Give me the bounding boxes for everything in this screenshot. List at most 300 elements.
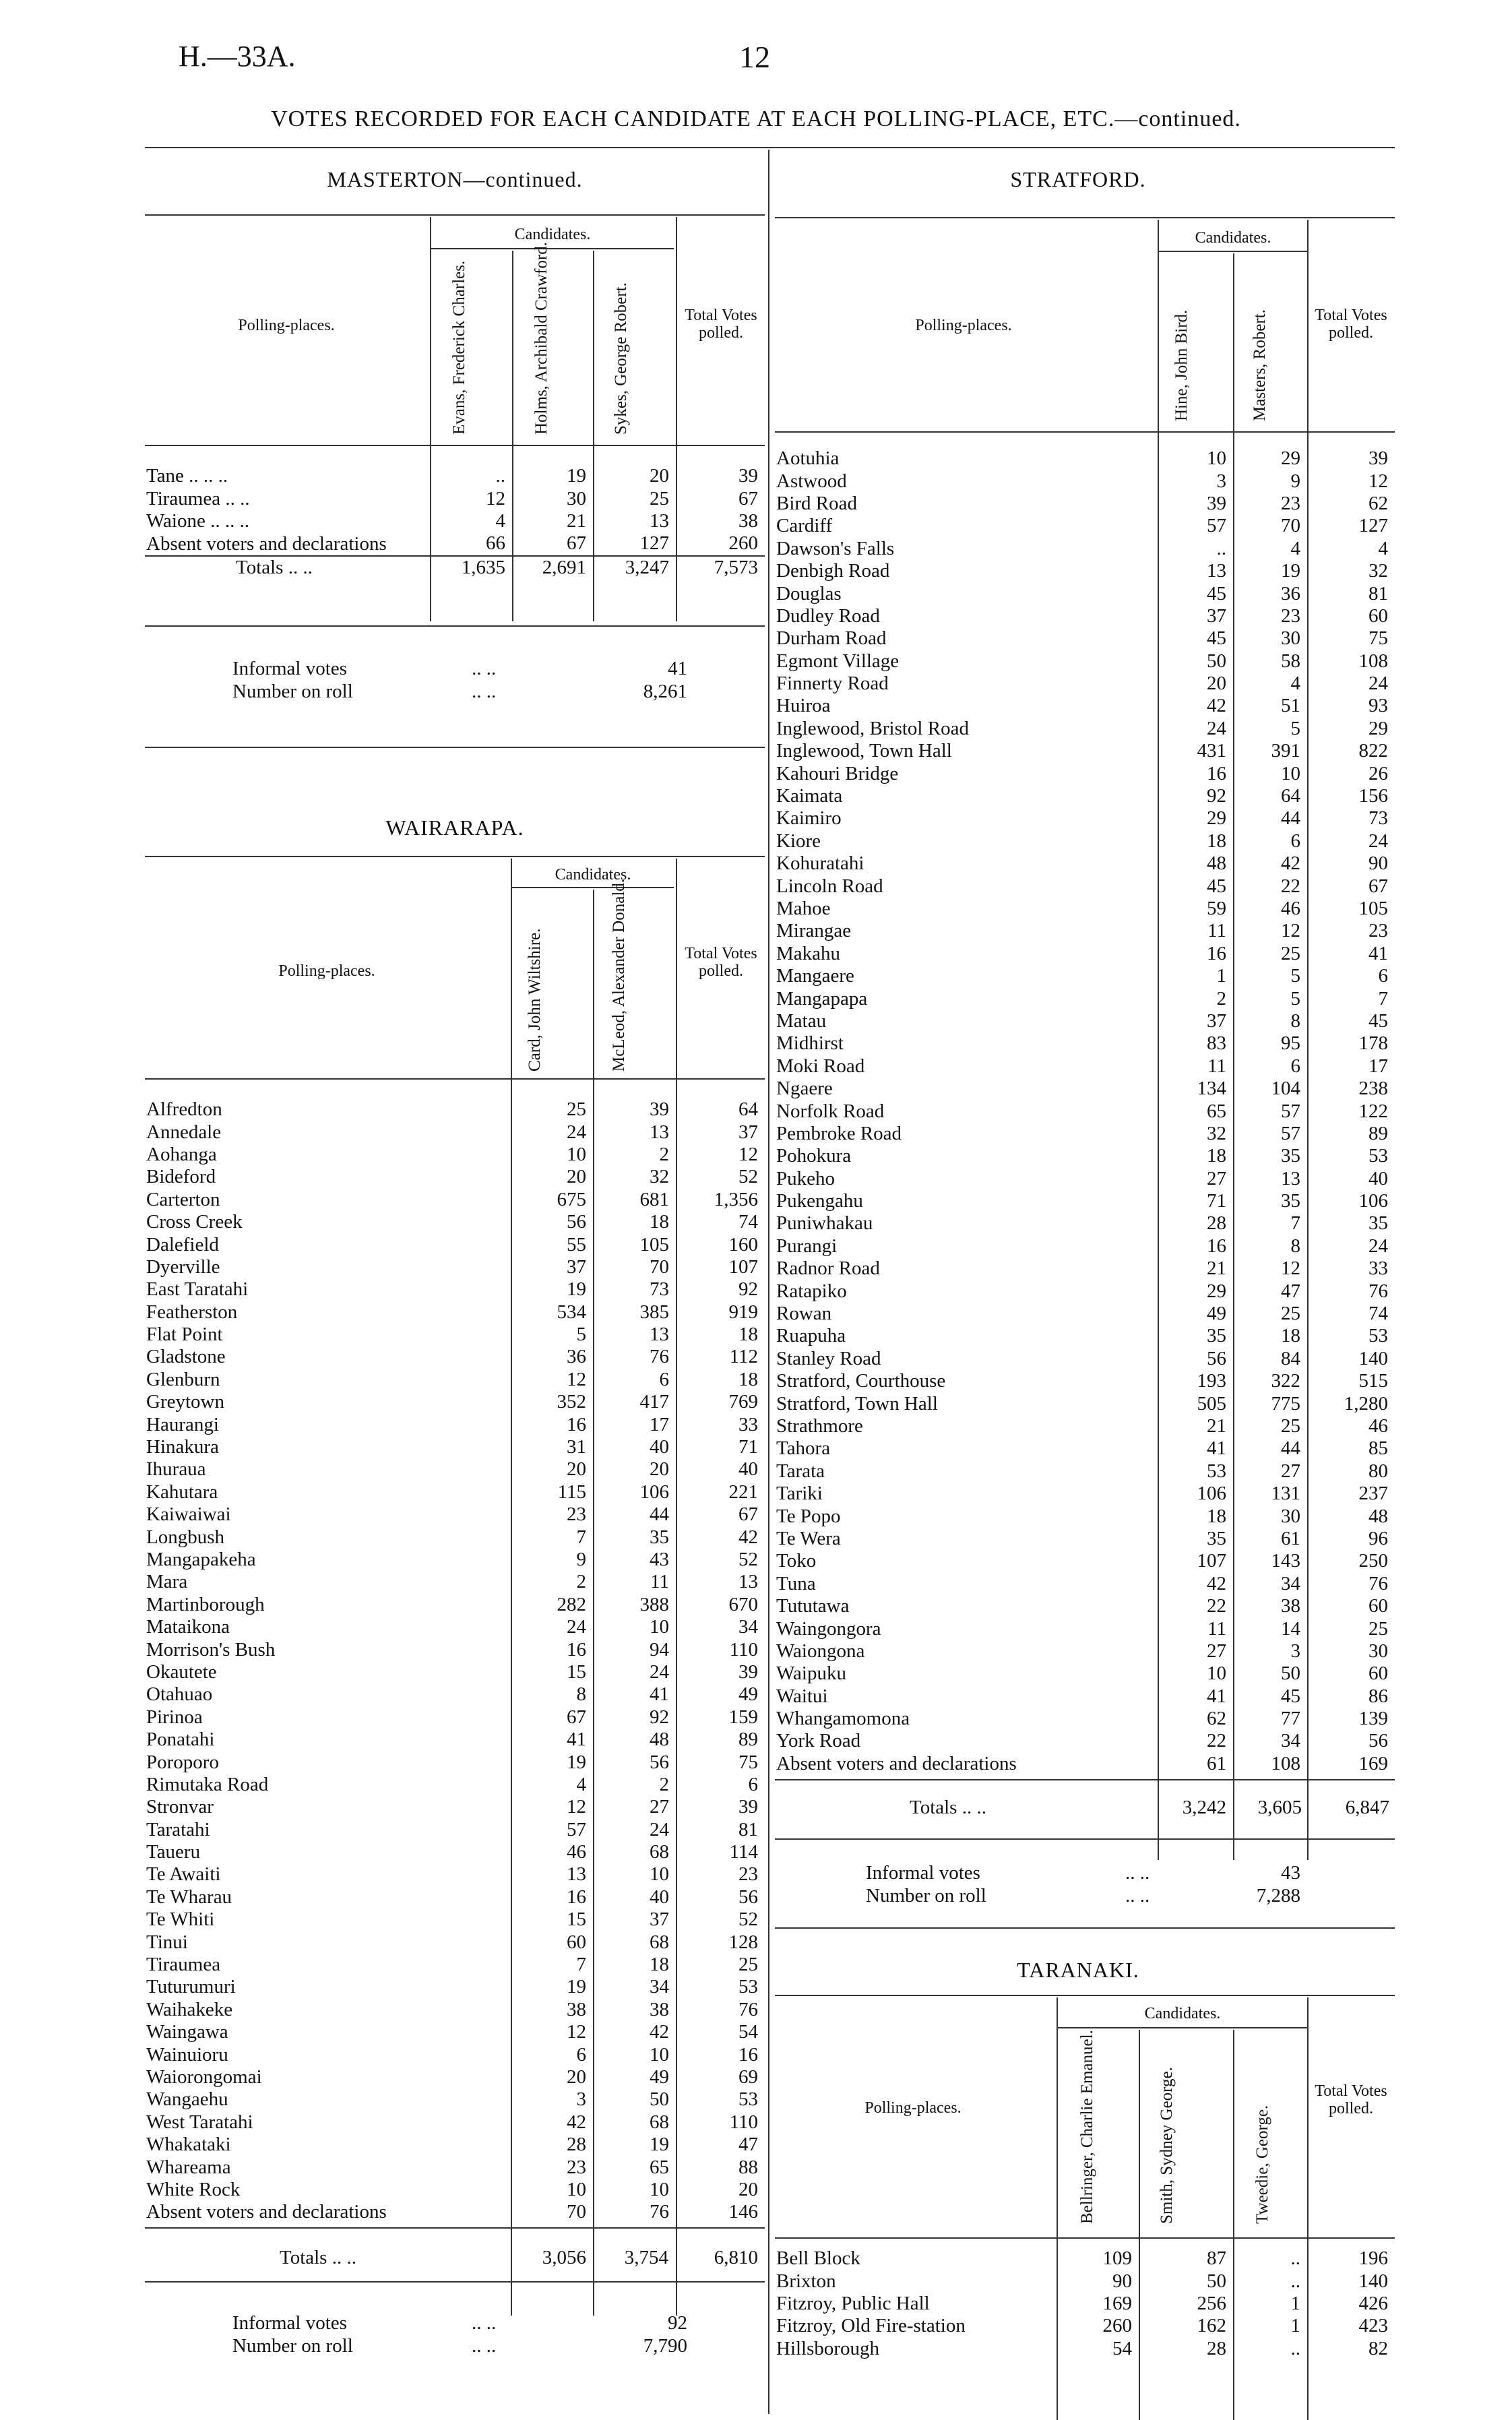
place-name: Tahora	[776, 1437, 831, 1460]
place-name: Waipuku	[776, 1663, 846, 1685]
vote-count: 282	[557, 1593, 586, 1615]
place-name: Aohanga	[146, 1143, 217, 1165]
place-name: Puniwhakau	[776, 1212, 873, 1235]
vote-count: 18	[1207, 830, 1226, 852]
vote-count: 106	[1197, 1483, 1226, 1505]
place-name: Waihakeke	[146, 1998, 233, 2020]
vote-count: 1	[1290, 2292, 1300, 2314]
place-name: Pukeho	[776, 1167, 835, 1189]
vote-count: 64	[1281, 785, 1300, 807]
vote-count: 65	[1207, 1100, 1226, 1122]
vote-count: 7	[1290, 1212, 1300, 1235]
masterton-roll-value: 8,261	[643, 681, 687, 702]
vote-count: 12	[1281, 920, 1300, 942]
table-row	[775, 1325, 1395, 1347]
table-row	[775, 605, 1395, 627]
place-name: Mahoe	[776, 898, 831, 919]
masterton-results-table	[145, 465, 765, 579]
place-name: Haurangi	[146, 1413, 219, 1435]
place-name: Kiore	[776, 830, 821, 852]
place-name: Fitzroy, Public Hall	[776, 2292, 930, 2314]
wairarapa-totals-rule	[145, 2227, 765, 2229]
masterton-title: MASTERTON—continued.	[327, 167, 583, 191]
place-name: Mataikona	[146, 1616, 230, 1638]
vote-count: 10	[650, 1616, 669, 1638]
vote-count: 16	[1207, 942, 1226, 964]
vote-count: 4	[1290, 673, 1300, 695]
vote-count: 49	[650, 2066, 669, 2088]
total-votes: 25	[1368, 1617, 1388, 1640]
total-votes: 85	[1368, 1437, 1388, 1460]
vote-count: 59	[1207, 898, 1226, 919]
vote-count: 90	[1112, 2270, 1132, 2292]
vote-count: 143	[1271, 1550, 1300, 1572]
vote-count: 12	[567, 2021, 586, 2043]
total-votes: 52	[738, 1549, 758, 1570]
table-row	[775, 807, 1395, 830]
total-votes: 69	[738, 2066, 758, 2088]
place-name: Absent voters and declarations	[146, 2201, 387, 2223]
vote-count: 87	[1207, 2247, 1226, 2270]
vote-count: 5	[1290, 965, 1300, 987]
stratford-total-votes-header: Total Votes polled.	[1315, 307, 1387, 342]
place-name: Bird Road	[776, 492, 858, 514]
place-name: Hinakura	[146, 1436, 219, 1458]
vote-count: ..	[1216, 537, 1226, 559]
place-name: Absent voters and declarations	[146, 532, 387, 555]
place-name: Cross Creek	[146, 1211, 243, 1233]
table-row	[775, 493, 1395, 515]
vote-count: 56	[650, 1751, 669, 1773]
table-row	[775, 1280, 1395, 1302]
total-votes: 426	[1358, 2292, 1388, 2314]
stratford-polling-places-header: Polling-places.	[915, 317, 1012, 334]
vote-count: 67	[567, 1706, 586, 1728]
place-name: Longbush	[146, 1526, 224, 1548]
column-divider	[768, 150, 769, 2414]
vote-count: 24	[567, 1616, 586, 1638]
place-name: Gladstone	[146, 1346, 226, 1368]
table-row	[145, 1706, 765, 1729]
place-name: West Taratahi	[146, 2111, 253, 2133]
vote-count: 16	[567, 1638, 586, 1661]
table-row	[145, 1549, 765, 1571]
total-votes: 140	[1358, 1347, 1388, 1369]
total-votes: 169	[1358, 1752, 1388, 1774]
vote-count: 29	[1281, 447, 1300, 470]
table-row	[775, 1483, 1395, 1505]
total-votes: 46	[1368, 1415, 1388, 1437]
masterton-polling-places-header: Polling-places.	[238, 317, 335, 334]
vote-count: 11	[1207, 1055, 1226, 1077]
total-votes: 26	[1368, 762, 1388, 784]
vote-count: 35	[1207, 1325, 1226, 1347]
vote-count: 34	[650, 1976, 669, 1998]
place-name: Midhirst	[776, 1032, 844, 1055]
vote-count: 1	[1216, 965, 1226, 987]
table-row	[775, 2293, 1395, 2315]
table-row	[145, 1661, 765, 1683]
total-votes: 110	[729, 1638, 758, 1661]
vote-count: 25	[567, 1098, 586, 1121]
vote-count: 58	[1281, 650, 1300, 672]
wairarapa-results-table	[145, 1098, 765, 2224]
total-votes: 221	[728, 1481, 758, 1503]
place-name: Pukengahu	[776, 1190, 863, 1212]
table-row	[145, 1436, 765, 1458]
total-votes: 238	[1358, 1078, 1388, 1100]
place-name: Poroporo	[146, 1751, 219, 1773]
wairarapa-candidate-2: McLeod, Alexander Donald.	[610, 878, 628, 1072]
total-votes: 112	[729, 1346, 758, 1368]
vote-count: 115	[557, 1481, 586, 1503]
place-name: Taratahi	[146, 1818, 210, 1840]
vote-count: 2	[659, 1143, 669, 1165]
vote-count: 10	[1281, 762, 1300, 784]
table-row	[775, 2247, 1395, 2270]
table-row	[775, 762, 1395, 784]
vote-count: 12	[486, 487, 505, 509]
table-row	[145, 1458, 765, 1481]
totals-label: Totals .. ..	[145, 556, 430, 579]
table-row	[145, 1301, 765, 1324]
place-name: Ratapiko	[776, 1280, 847, 1302]
vote-count: 37	[1207, 1010, 1226, 1032]
total-votes: 12	[1368, 470, 1388, 492]
place-name: Dyerville	[146, 1255, 220, 1278]
table-row	[775, 1685, 1395, 1707]
place-name: York Road	[776, 1730, 861, 1752]
place-name: Inglewood, Town Hall	[776, 740, 952, 762]
vote-count: 71	[1207, 1190, 1226, 1212]
taranaki-results-table	[775, 2247, 1395, 2360]
table-row	[775, 1663, 1395, 1685]
vote-count: 44	[1281, 1437, 1300, 1460]
vote-count: 20	[650, 1458, 669, 1481]
vote-count: 35	[650, 1526, 669, 1548]
place-name: White Rock	[146, 2178, 241, 2200]
place-name: Tuna	[776, 1572, 816, 1594]
place-name: Kahutara	[146, 1481, 218, 1503]
table-row	[775, 1190, 1395, 1212]
place-name: Mangapapa	[776, 987, 868, 1010]
masterton-bottom-rule	[145, 625, 765, 627]
total-votes: 74	[1368, 1303, 1388, 1325]
vote-count: 127	[639, 532, 669, 555]
total-votes: 160	[728, 1233, 758, 1255]
table-row	[145, 1616, 765, 1638]
total-votes: 919	[728, 1301, 758, 1323]
table-row	[145, 1526, 765, 1548]
vote-count: 18	[1207, 1505, 1226, 1527]
vote-count: 70	[1281, 515, 1300, 537]
vote-count: 16	[567, 1413, 586, 1435]
vote-count: 11	[1207, 920, 1226, 942]
table-row	[775, 1550, 1395, 1572]
vote-count: 51	[1281, 695, 1300, 717]
vote-count: 388	[639, 1593, 669, 1615]
vote-count: 53	[1207, 1460, 1226, 1482]
vote-count: 38	[1281, 1595, 1300, 1617]
total-votes: 45	[1368, 1010, 1388, 1032]
place-name: Stronvar	[146, 1796, 214, 1818]
vote-count: 12	[567, 1796, 586, 1818]
masterton-informal-value: 41	[668, 658, 687, 679]
place-name: Finnerty Road	[776, 673, 889, 695]
table-row	[775, 1370, 1395, 1392]
place-name: Bell Block	[776, 2247, 860, 2270]
total-votes: 42	[738, 1526, 758, 1548]
vote-count: 10	[567, 2178, 586, 2200]
total-votes: 260	[728, 532, 758, 555]
wairarapa-informal-value: 92	[668, 2312, 687, 2334]
table-row	[775, 1123, 1395, 1145]
vote-count: 34	[1281, 1730, 1300, 1752]
vote-count: 45	[1207, 582, 1226, 604]
stratford-results-table	[775, 447, 1395, 1775]
place-name: Hillsborough	[776, 2337, 880, 2359]
table-row	[145, 1886, 765, 1909]
total-votes: 110	[729, 2111, 758, 2133]
table-row	[775, 1032, 1395, 1055]
vote-count: 20	[650, 465, 669, 487]
taranaki-vrule-2	[1139, 2030, 1140, 2420]
vote-count: 84	[1281, 1347, 1300, 1369]
vote-count: 76	[650, 1346, 669, 1368]
place-name: Te Popo	[776, 1505, 841, 1527]
vote-count: 45	[1207, 875, 1226, 897]
table-row	[145, 1638, 765, 1661]
total-votes: 76	[1368, 1280, 1388, 1302]
vote-count: 57	[1281, 1122, 1300, 1144]
taranaki-candidates-rule	[1058, 2027, 1307, 2028]
place-name: Tinui	[146, 1931, 188, 1953]
wairarapa-candidates-rule	[512, 887, 674, 888]
vote-count: 5	[1290, 717, 1300, 739]
vote-count: 61	[1281, 1527, 1300, 1549]
table-row	[145, 1166, 765, 1188]
vote-count: 68	[650, 2111, 669, 2133]
vote-count: 35	[1281, 1145, 1300, 1167]
total-votes: 127	[1358, 515, 1388, 537]
vote-count: 2,691	[512, 556, 593, 579]
total-votes: 92	[738, 1278, 758, 1301]
place-name: Kaiwaiwai	[146, 1503, 231, 1526]
place-name: Okautete	[146, 1661, 217, 1683]
table-row	[145, 2088, 765, 2111]
total-votes: 86	[1368, 1685, 1388, 1707]
place-name: Bideford	[146, 1166, 216, 1188]
table-row	[775, 560, 1395, 582]
place-name: Wainuioru	[146, 2043, 228, 2066]
place-name: Flat Point	[146, 1324, 223, 1346]
total-votes: 139	[1358, 1708, 1388, 1730]
total-votes: 34	[738, 1616, 758, 1638]
vote-count: 7	[576, 1526, 586, 1548]
place-name: Whareama	[146, 2156, 231, 2178]
vote-count: 68	[650, 1841, 669, 1863]
vote-count: 12	[1281, 1258, 1300, 1280]
vote-count: 16	[1207, 1235, 1226, 1257]
table-row	[775, 1505, 1395, 1527]
total-votes: 39	[738, 1661, 758, 1683]
total-votes: 73	[1368, 807, 1388, 830]
place-name: Kaimata	[776, 785, 843, 807]
total-votes: 423	[1358, 2315, 1388, 2337]
table-row	[775, 1617, 1395, 1640]
total-votes: 52	[738, 1166, 758, 1188]
vote-count: 14	[1281, 1617, 1300, 1640]
table-row	[775, 538, 1395, 560]
vote-count: 12	[567, 1368, 586, 1390]
place-name: Morrison's Bush	[146, 1638, 276, 1661]
total-votes: 13	[738, 1571, 758, 1593]
vote-count: 30	[1281, 627, 1300, 650]
taranaki-header-top-rule	[775, 1995, 1395, 1996]
vote-count: 3,247	[593, 556, 676, 579]
vote-count: 8	[1290, 1010, 1300, 1032]
vote-count: 385	[639, 1301, 669, 1323]
vote-count: 41	[567, 1729, 586, 1751]
vote-count: 45	[1281, 1685, 1300, 1707]
total-votes: 38	[738, 509, 758, 532]
wairarapa-roll-value: 7,790	[643, 2335, 687, 2357]
vote-count: 50	[650, 2088, 669, 2111]
vote-count: 20	[567, 2066, 586, 2088]
vote-count: 41	[1207, 1437, 1226, 1460]
vote-count: 27	[650, 1796, 669, 1818]
total-votes: 93	[1368, 695, 1388, 717]
vote-count: 108	[1271, 1752, 1300, 1774]
place-name: Pirinoa	[146, 1706, 203, 1728]
total-votes: 39	[1368, 447, 1388, 470]
table-row	[145, 1999, 765, 2021]
place-name: Kohuratahi	[776, 852, 864, 875]
place-name: Fitzroy, Old Fire-station	[776, 2315, 966, 2337]
taranaki-candidates-header: Candidates.	[1144, 2005, 1221, 2022]
total-votes: 12	[738, 1143, 758, 1165]
vote-count: 20	[1207, 673, 1226, 695]
total-votes: 156	[1358, 785, 1388, 807]
place-name: Waingongora	[776, 1617, 881, 1640]
total-votes: 6	[1378, 965, 1388, 987]
stratford-title: STRATFORD.	[1010, 167, 1146, 191]
vote-count: 48	[650, 1729, 669, 1751]
vote-count: 505	[1197, 1392, 1226, 1415]
vote-count: 352	[557, 1391, 586, 1413]
place-name: Matau	[776, 1010, 827, 1032]
table-row	[775, 2338, 1395, 2360]
vote-count: 31	[567, 1436, 586, 1458]
wairarapa-total-votes: 6,810	[714, 2247, 758, 2268]
place-name: Tiraumea	[146, 1954, 221, 1976]
vote-count: 23	[1281, 492, 1300, 514]
total-votes: 1,280	[1344, 1392, 1388, 1415]
wairarapa-candidate-1: Card, John Wiltshire.	[526, 928, 544, 1072]
vote-count: 28	[1207, 2337, 1226, 2359]
vote-count: 83	[1207, 1032, 1226, 1055]
vote-count: 45	[1207, 627, 1226, 650]
place-name: Ruapuha	[776, 1325, 846, 1347]
table-row	[145, 1413, 765, 1435]
table-row	[775, 515, 1395, 537]
vote-count: 17	[650, 1413, 669, 1435]
vote-count: 6	[1290, 1055, 1300, 1077]
table-row	[775, 1100, 1395, 1122]
vote-count: 70	[650, 1255, 669, 1278]
vote-count: 104	[1271, 1078, 1300, 1100]
vote-count: 131	[1271, 1483, 1300, 1505]
total-votes: 35	[1368, 1212, 1388, 1235]
table-row	[145, 1796, 765, 1818]
wairarapa-header-bottom-rule	[145, 1078, 765, 1080]
total-votes: 60	[1368, 1663, 1388, 1685]
vote-count: 66	[486, 532, 505, 555]
table-row	[145, 2134, 765, 2156]
vote-count: 21	[567, 509, 586, 532]
table-row	[775, 1528, 1395, 1550]
stratford-roll-value: 7,288	[1256, 1885, 1300, 1906]
total-votes: 64	[738, 1098, 758, 1121]
place-name: Ponatahi	[146, 1729, 215, 1751]
place-name: Cardiff	[776, 515, 833, 537]
vote-count: 54	[1112, 2337, 1132, 2359]
place-name: Huiroa	[776, 695, 831, 717]
vote-count: 76	[650, 2201, 669, 2223]
vote-count: 22	[1207, 1595, 1226, 1617]
vote-count: 106	[639, 1481, 669, 1503]
place-name: Waiongona	[776, 1640, 865, 1662]
place-name: Waione .. .. ..	[146, 509, 250, 532]
vote-count: 35	[1281, 1190, 1300, 1212]
place-name: Dalefield	[146, 1233, 219, 1255]
vote-count: 44	[650, 1503, 669, 1526]
vote-count: 13	[1207, 560, 1226, 582]
total-votes: 32	[1368, 560, 1388, 582]
table-row	[145, 2111, 765, 2134]
vote-count: 322	[1271, 1370, 1300, 1392]
table-row	[775, 1415, 1395, 1437]
table-row	[775, 1392, 1395, 1415]
vote-count: 10	[650, 1863, 669, 1886]
total-votes: 74	[738, 1211, 758, 1233]
total-votes: 159	[728, 1706, 758, 1728]
vote-count: 10	[650, 2178, 669, 2200]
table-row	[145, 2156, 765, 2178]
table-row	[145, 1841, 765, 1863]
table-row	[145, 1751, 765, 1773]
total-votes: 822	[1358, 740, 1388, 762]
stratford-candidate-2: Masters, Robert.	[1251, 309, 1269, 421]
vote-count: 24	[650, 1818, 669, 1840]
vote-count: 9	[1290, 470, 1300, 492]
vote-count: 56	[567, 1211, 586, 1233]
table-row	[775, 1258, 1395, 1280]
masterton-header-top-rule	[145, 214, 765, 216]
vote-count: 134	[1197, 1078, 1226, 1100]
vote-count: 39	[650, 1098, 669, 1121]
total-votes: 37	[738, 1121, 758, 1143]
vote-count: 4	[1290, 537, 1300, 559]
masterton-roll-label: Number on roll	[232, 681, 353, 702]
page-number: 12	[739, 40, 770, 74]
total-votes: 23	[1368, 920, 1388, 942]
vote-count: 3	[576, 2088, 586, 2111]
wairarapa-total-votes-header: Total Votes polled.	[685, 945, 757, 980]
vote-count: 47	[1281, 1280, 1300, 1302]
total-votes: 81	[1368, 582, 1388, 604]
total-votes: 105	[1358, 898, 1388, 919]
